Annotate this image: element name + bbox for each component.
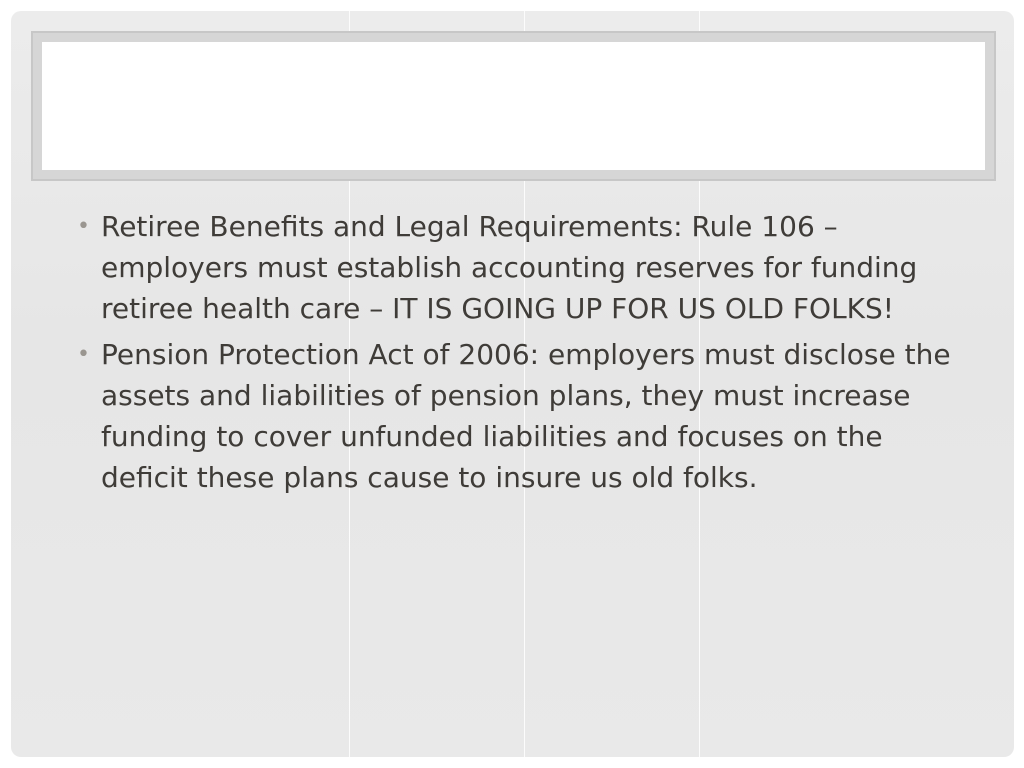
list-item <box>73 206 953 329</box>
bullet-icon: • <box>77 214 90 239</box>
title-placeholder <box>42 42 985 170</box>
list-item <box>73 334 953 498</box>
bullet-text: Retiree Benefits and Legal Requirements: Rule 106 – employers must establish accounting reserves for funding retiree health care – IT IS GOING UP FOR US OLD FOLKS! <box>101 210 918 325</box>
title-frame <box>31 31 996 181</box>
bullet-text: Pension Protection Act of 2006: employers must disclose the assets and liabilities of pension plans, they must increase funding to cover unfunded liabilities and focuses on the deficit these plans cause to insure us old folks. <box>101 338 951 494</box>
bullet-icon: • <box>77 342 90 367</box>
slide <box>11 11 1014 757</box>
bullet-list <box>73 206 953 503</box>
